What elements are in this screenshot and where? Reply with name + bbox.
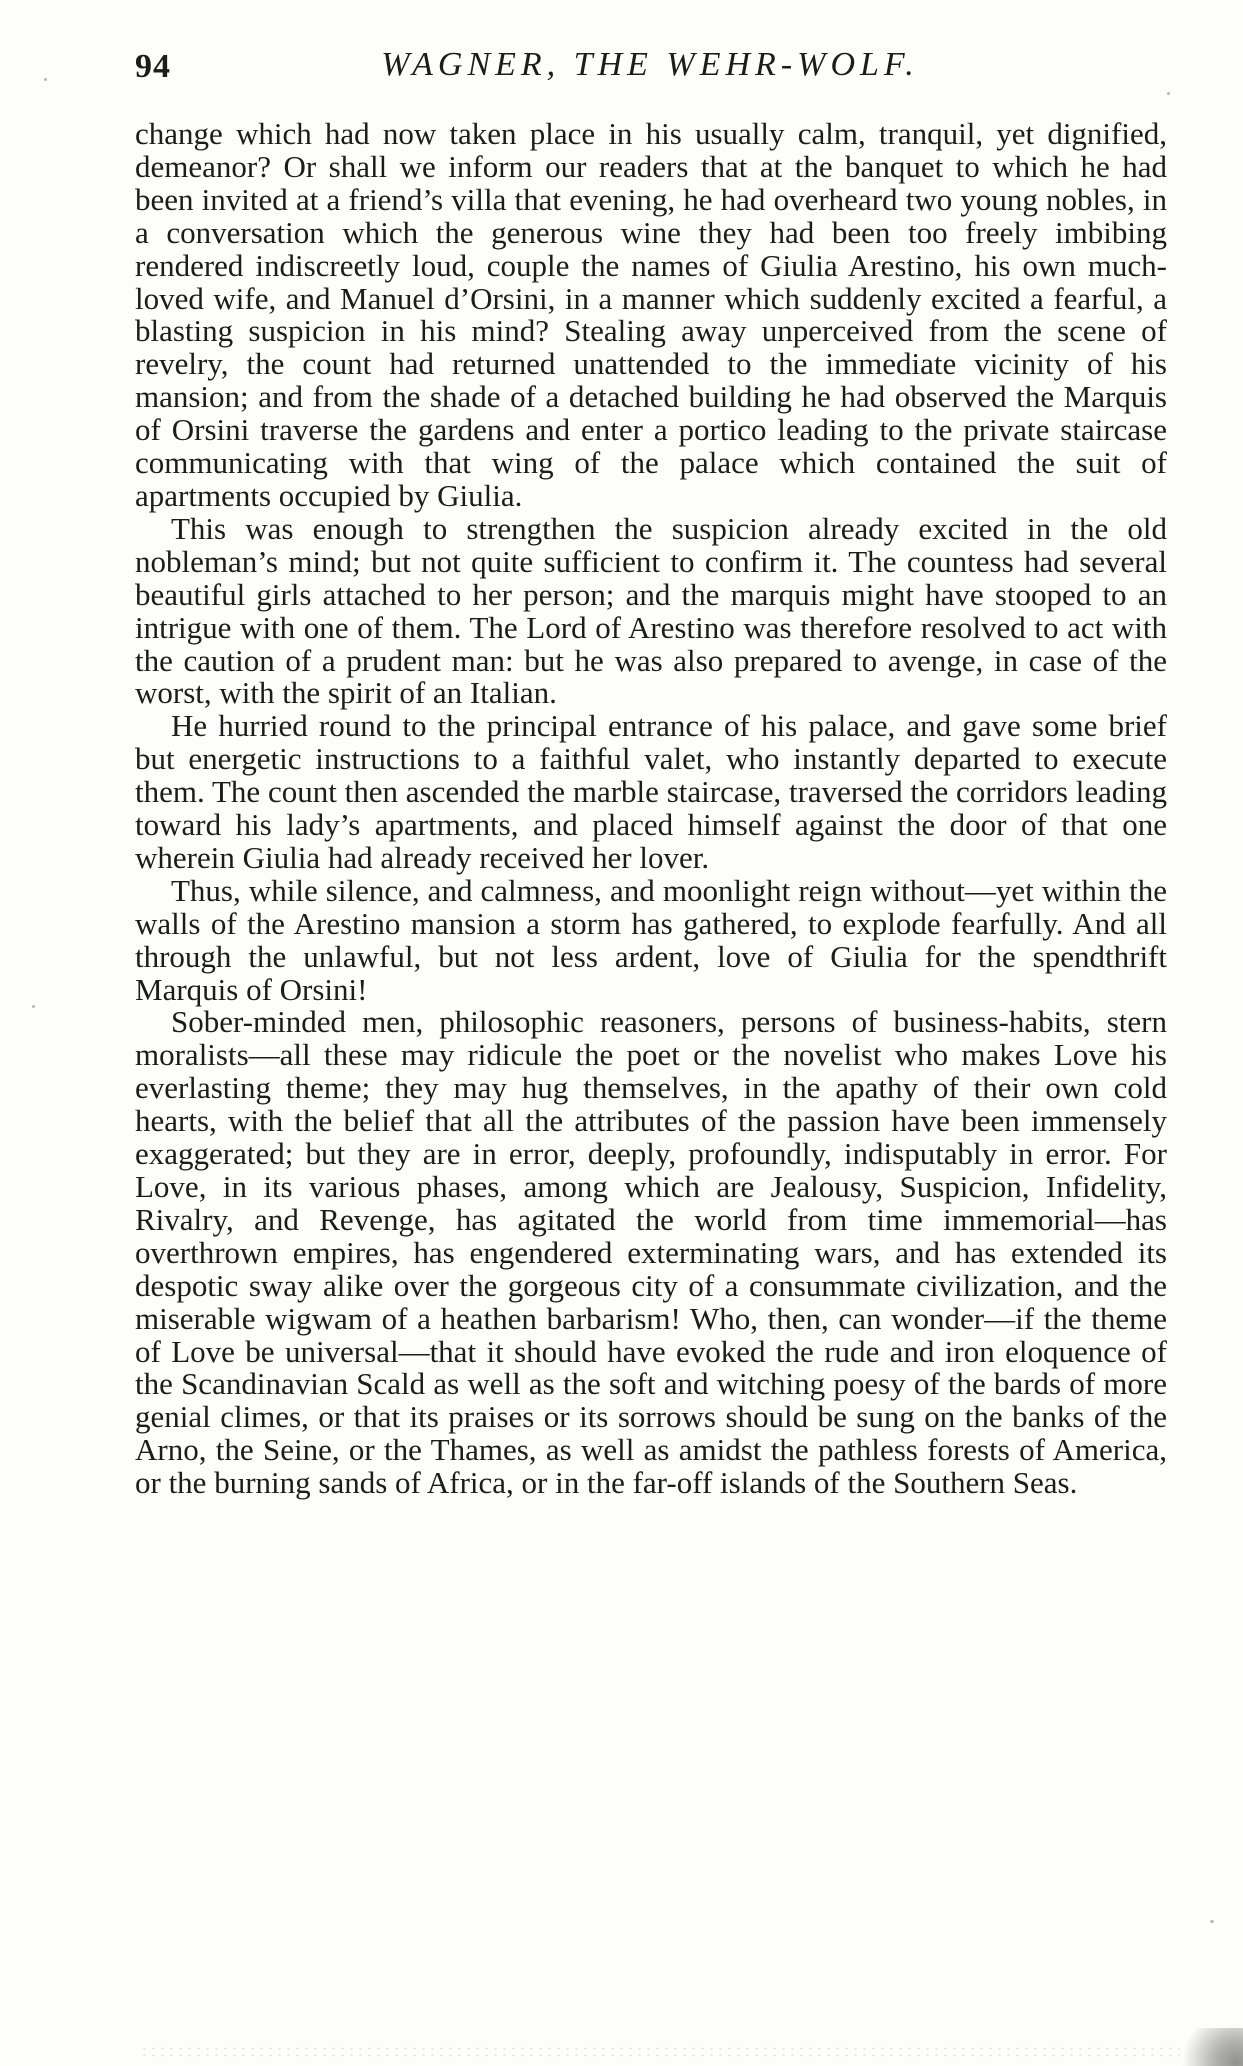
paragraph: This was enough to strengthen the suspicion already excited in the old nobleman’s mind; but not quite sufficient to confirm it. The countess had several beautiful girls attached to her person; and the marquis might have stooped to an intrigue with one of them. The Lord of Arestino was therefore resolved to act with the caution of a prudent man: but he was also prepared to avenge, in case of the worst, with the spirit of an Italian. — [135, 510, 1167, 711]
paragraph-continued: change which had now taken place in his usually calm, tranquil, yet dignified, demeanor? Or shall we inform our readers that at the banquet to which he had been invited at a friend’s villa that evening, he had overheard two young nobles, in a conversation which the generous wine they had been too freely imbibing rendered indiscreetly loud, couple the names of Giulia Arestino, his own much-loved wife, and Manuel d’Orsini, in a manner which suddenly excited a fearful, a blasting suspicion in his mind? Stealing away unperceived from the scene of revelry, the count had returned unattended to the immediate vicinity of his mansion; and from the shade of a detached building he had observed the Marquis of Orsini traverse the gardens and enter a portico leading to the private staircase communicating with that wing of the palace which contained the suit of apartments occupied by Giulia. — [135, 116, 1167, 513]
running-title: WAGNER, THE WEHR-WOLF. — [381, 46, 919, 83]
paragraph: He hurried round to the principal entrance of his palace, and gave some brief but energetic instructions to a faithful valet, who instantly departed to execute them. The count then ascended the marble staircase, traversed the corridors leading toward his lady’s apartments, and placed himself against the door of that one wherein Giulia had already received her lover. — [135, 708, 1167, 875]
paper-speck — [44, 78, 47, 81]
paper-speck — [1167, 92, 1170, 95]
page-number: 94 — [135, 48, 171, 85]
body-text — [135, 118, 1167, 1500]
paper-speck — [32, 1005, 35, 1008]
scan-corner-noise — [1173, 2028, 1243, 2066]
paper-speck — [1210, 1920, 1214, 1923]
paragraph: Sober-minded men, philosophic reasoners, persons of business-habits, stern moralists—all these may ridicule the poet or the novelist who makes Love his everlasting theme; they may hug themselves, in the apathy of their own cold hearts, with the belief that all the attributes of the passion have been immensely exaggerated; but they are in error, deeply, profoundly, indisputably in error. For Love, in its various phases, among which are Jealousy, Suspicion, Infidelity, Rivalry, and Revenge, has agitated the world from time immemorial—has overthrown empires, has engendered exterminating wars, and has extended its despotic sway alike over the gorgeous city of a consummate civilization, and the miserable wigwam of a heathen barbarism! Who, then, can wonder—if the theme of Love be universal—that it should have evoked the rude and iron eloquence of the Scandinavian Scald as well as the soft and witching poesy of the bards of more genial climes, or that its praises or its sorrows should be sung on the banks of the Arno, the Seine, or the Thames, as well as amidst the pathless forests of America, or the burning sands of Africa, or in the far-off islands of the Southern Seas. — [135, 1004, 1167, 1501]
running-head — [135, 42, 1165, 98]
paragraph: Thus, while silence, and calmness, and moonlight reign without—yet within the walls of the Arestino mansion a storm has gathered, to explode fearfully. And all through the unlawful, but not less ardent, love of Giulia for the spendthrift Marquis of Orsini! — [135, 872, 1167, 1007]
scan-dust — [140, 2045, 1180, 2059]
